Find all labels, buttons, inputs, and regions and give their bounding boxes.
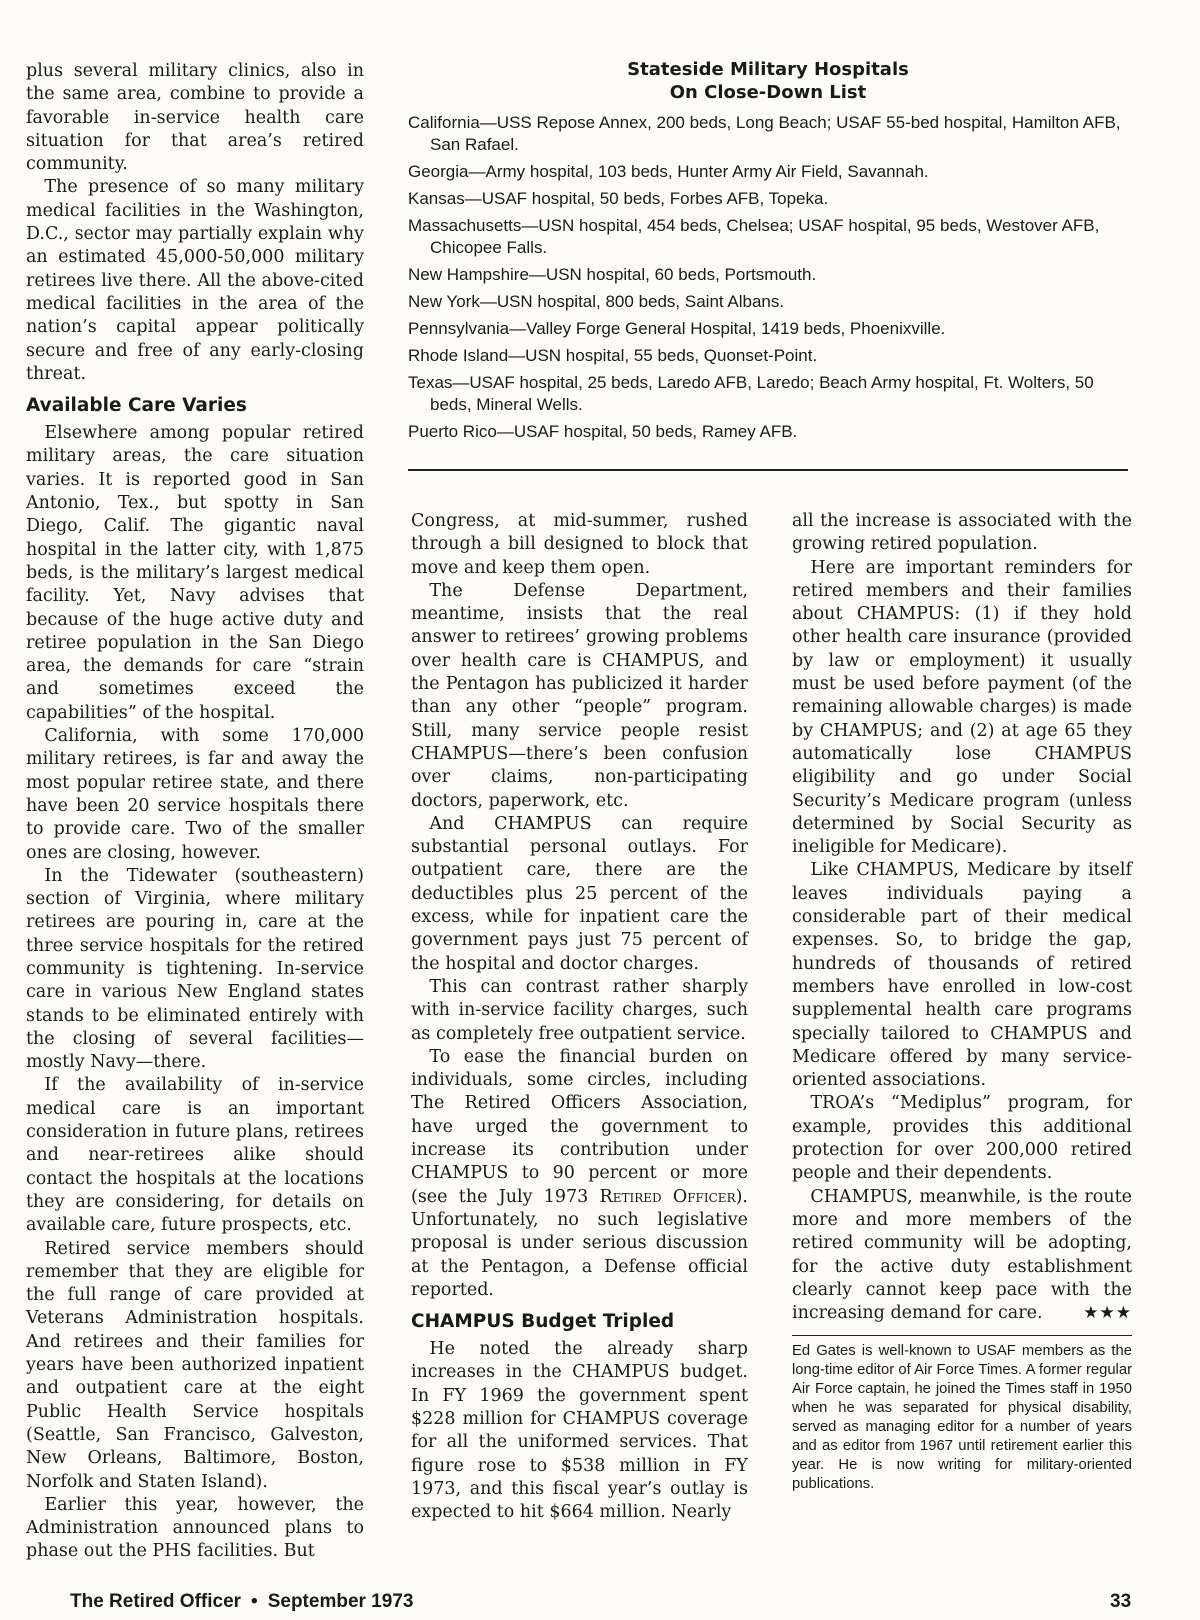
paragraph: Congress, at mid-summer, rushed through a bill designed to block that move and keep them open.	[411, 511, 748, 578]
list-item: Georgia—Army hospital, 103 beds, Hunter Army Air Field, Savannah.	[408, 162, 929, 181]
paragraph: California, with some 170,000 military retirees, is far and away the most popular retiree state, and there have been 20 service hospitals there to provide care. Two of the smaller ones are closing, however.	[26, 726, 364, 863]
section-heading: Available Care Varies	[26, 395, 247, 417]
list-item: Texas—USAF hospital, 25 beds, Laredo AFB, Laredo; Beach Army hospital, Ft. Wolters, 50 beds, Mineral Wells.	[408, 373, 1094, 414]
hospital-list	[408, 112, 1128, 443]
list-item: California—USS Repose Annex, 200 beds, Long Beach; USAF 55-bed hospital, Hamilton AFB, San Rafael.	[408, 113, 1121, 154]
hospital-closure-box	[408, 58, 1128, 448]
paragraph: TROA’s “Mediplus” program, for example, provides this additional protection for over 200,000 retired people and their dependents.	[792, 1093, 1132, 1184]
paragraph: plus several military clinics, also in the same area, combine to provide a favorable in-service health care situation for that area’s retired community.	[26, 61, 364, 175]
footer-bullet: •	[251, 1591, 258, 1612]
list-item: Kansas—USAF hospital, 50 beds, Forbes AFB, Topeka.	[408, 189, 829, 208]
text-run: CHAMPUS, meanwhile, is the route more and more members of the retired community will be adopting, for the active duty establishment clearly cannot keep pace with the increasing demand for care.	[792, 1186, 1132, 1324]
text-run: ). Unfortunately, no such legislative proposal is under serious discussion at the Pentagon, a Defense official reported.	[411, 1186, 748, 1300]
column-1	[26, 60, 364, 1564]
list-item: Rhode Island—USN hospital, 55 beds, Quonset-Point.	[408, 346, 818, 365]
column-2	[411, 510, 748, 1524]
author-bio: Ed Gates is well-known to USAF members as the long-time editor of Air Force Times. A former regular Air Force captain, he joined the Times staff in 1950 when he was separated for physical disability, served as managing editor for a number of years and as editor from 1967 until retirement earlier this year. He is now writing for military-oriented publications.	[792, 1343, 1132, 1493]
box-title	[408, 58, 1128, 104]
footer-publication: The Retired Officer	[70, 1591, 242, 1612]
paragraph: If the availability of in-service medical care is an important consideration in future plans, retirees and near-retirees alike should contact the hospitals at the locations they are considering, for details on available care, future prospects, etc.	[26, 1075, 364, 1236]
box-title-line: Stateside Military Hospitals	[627, 59, 909, 80]
paragraph: Retired service members should remember that they are eligible for the full range of care provided at Veterans Administration hospitals. And retirees and their families for years have been authorized inpatient and outpatient care at the eight Public Health Service hospitals (Seattle, San Francisco, Galveston, New Orleans, Baltimore, Boston, Norfolk and Staten Island).	[26, 1238, 364, 1492]
text-run: To ease the financial burden on individuals, some circles, including The Retired Officers Association, have urged the government to increase its contribution under CHAMPUS to 90 percent or more (see the July 1973	[411, 1046, 748, 1207]
paragraph: Here are important reminders for retired members and their families about CHAMPUS: (1) if they hold other health care insurance (provided by law or employment) it usually must be used before payment (of the remaining allowable charges) is made by CHAMPUS; and (2) at age 65 they automatically lose CHAMPUS eligibility and go under Social Security’s Medicare program (unless determined by Social Security as ineligible for Medicare).	[792, 557, 1132, 858]
paragraph: all the increase is associated with the growing retired population.	[792, 511, 1132, 555]
paragraph: This can contrast rather sharply with in-service facility charges, such as completely free outpatient service.	[411, 976, 748, 1044]
page-number: 33	[1110, 1591, 1132, 1612]
list-item: Massachusetts—USN hospital, 454 beds, Chelsea; USAF hospital, 95 beds, Westover AFB, Chicopee Falls.	[408, 216, 1100, 257]
list-item: Pennsylvania—Valley Forge General Hospital, 1419 beds, Phoenixville.	[408, 319, 946, 338]
paragraph: And CHAMPUS can require substantial personal outlays. For outpatient care, there are the deductibles plus 25 percent of the excess, while for inpatient care the government pays just 75 percent of the hospital and doctor charges.	[411, 813, 748, 974]
paragraph: The Defense Department, meantime, insists that the real answer to retirees’ growing problems over health care is CHAMPUS, and the Pentagon has publicized it harder than any other “people” program. Still, many service people resist CHAMPUS—there’s been confusion over claims, non-participating doctors, paperwork, etc.	[411, 580, 748, 811]
footer-publication-line	[70, 1591, 413, 1613]
section-heading: CHAMPUS Budget Tripled	[411, 1311, 675, 1333]
box-divider	[408, 469, 1128, 471]
box-title-line: On Close-Down List	[669, 82, 867, 103]
list-item: New Hampshire—USN hospital, 60 beds, Portsmouth.	[408, 265, 817, 284]
paragraph: Like CHAMPUS, Medicare by itself leaves individuals paying a considerable part of their medical expenses. So, to bridge the gap, hundreds of thousands of retired members have enrolled in low-cost supplemental health care programs specially tailored to CHAMPUS and Medicare offered by many service-oriented associations.	[792, 860, 1132, 1091]
paragraph: In the Tidewater (southeastern) section of Virginia, where military retirees are pouring in, care at the three service hospitals for the retired community is tightening. In-service care in various New England states stands to be eliminated entirely with the closing of several facilities—mostly Navy—there.	[26, 865, 364, 1073]
list-item: Puerto Rico—USAF hospital, 50 beds, Ramey AFB.	[408, 422, 798, 441]
paragraph: Elsewhere among popular retired military areas, the care situation varies. It is reported good in San Antonio, Tex., but spotty in San Diego, Calif. The gigantic naval hospital in the latter city, with 1,875 beds, is the military’s largest medical facility. Yet, Navy advises that because of the huge active duty and retiree population in the San Diego area, the demands for care “strain and sometimes exceed the capabilities” of the hospital.	[26, 423, 364, 723]
paragraph: He noted the already sharp increases in the CHAMPUS budget. In FY 1969 the government spent $228 million for CHAMPUS coverage for all the uniformed services. That figure rose to $538 million in FY 1973, and this fiscal year’s outlay is expected to hit $664 million. Nearly	[411, 1339, 748, 1523]
footer-date: September 1973	[267, 1591, 414, 1612]
bio-divider	[792, 1335, 1132, 1336]
end-mark-stars: ★★★	[1083, 1303, 1132, 1324]
paragraph	[411, 1046, 748, 1302]
publication-reference: Retired Officer	[599, 1186, 736, 1207]
column-3	[792, 510, 1132, 1494]
paragraph: The presence of so many military medical facilities in the Washington, D.C., sector may partially explain why an estimated 45,000-50,000 military retirees live there. All the above-cited medical facilities in the area of the nation’s capital appear politically secure and free of any early-closing threat.	[26, 177, 364, 384]
paragraph: Earlier this year, however, the Administration announced plans to phase out the PHS facilities. But	[26, 1494, 364, 1562]
paragraph	[792, 1186, 1132, 1326]
list-item: New York—USN hospital, 800 beds, Saint Albans.	[408, 292, 785, 311]
